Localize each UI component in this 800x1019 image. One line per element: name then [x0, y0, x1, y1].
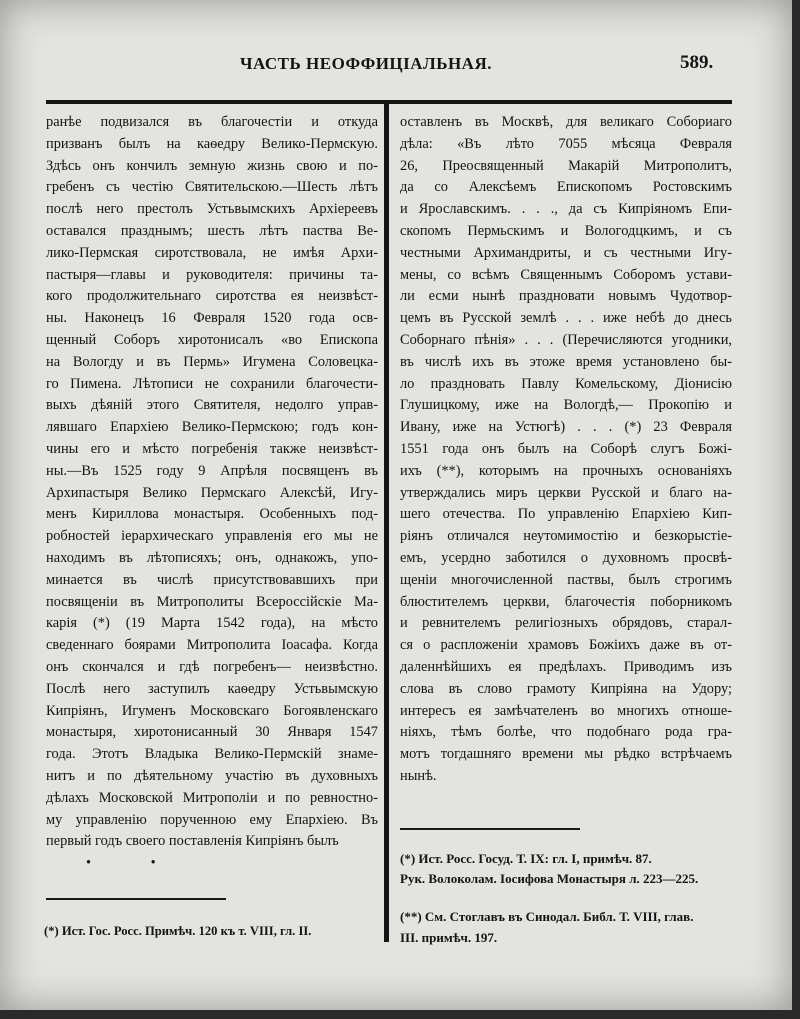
- right-column-text-line: Глушицкому, иже на Вологдѣ,— Прокопію и: [400, 397, 732, 414]
- left-footnote-rule: [46, 898, 226, 900]
- running-head: [0, 54, 792, 78]
- left-column-text-line: ны. Наконецъ 16 Февраля 1520 года осв-: [46, 310, 378, 327]
- right-column-text-line: и Ярославскимъ. . . ., да съ Кипріяномъ Епи-: [400, 201, 732, 218]
- right-column-text-line: мотъ тогдашняго времени мы рѣдко встрѣчаемъ: [400, 746, 732, 763]
- right-column-text-line: емъ, усердно заботился о духовномъ просвѣ-: [400, 549, 732, 566]
- right-column-text-line: ихъ (**), которымъ на прочныхъ основаніяхъ: [400, 462, 732, 479]
- left-column-text-line: Послѣ него заступилъ каѳедру Устьвымскую: [46, 680, 378, 697]
- left-column-text-line: гребенъ съ честію Святительскою.—Шесть лѣтъ: [46, 179, 378, 196]
- left-column-text-line: первый годъ своего поставленія Кипріянъ былъ: [46, 833, 339, 850]
- right-column-text-line: скопомъ Пермьскимъ и Вологодцкимъ, и съ: [400, 222, 732, 239]
- right-footnote-rule: [400, 828, 580, 830]
- right-column-text-line: Ивану, иже на Устюгѣ) . . . (*) 23 Февраля: [400, 419, 732, 436]
- left-column-text-line: ранѣе подвизался въ благочестіи и откуда: [46, 114, 378, 130]
- left-column-text-line: послѣ него престолъ Устьвымскихъ Архіереевъ: [46, 201, 378, 218]
- right-column-text-line: нынѣ.: [400, 767, 437, 784]
- left-column-text-line: лико-Пермская сиротствовала, не имѣя Архи-: [46, 244, 378, 261]
- left-column-text-line: выхъ дѣяній этого Святителя, недолго управ-: [46, 397, 378, 414]
- left-column-text-line: ны.—Въ 1525 году 9 Апрѣля посвященъ въ: [46, 462, 378, 479]
- page-number: 589.: [680, 52, 714, 73]
- right-column-text-line: ніяхъ, тѣмъ болѣе, что подобнаго рода гра-: [400, 724, 732, 741]
- right-footnote-2-line-2: III. примѣч. 197.: [400, 930, 498, 945]
- left-column-text-line: минается въ числѣ присутствовавшихъ при: [46, 571, 378, 588]
- right-column-text-line: щеніи многочисленной паствы, былъ строгимъ: [400, 571, 732, 588]
- left-column-text-line: находимъ въ лѣтописяхъ; онъ, однакожъ, упо-: [46, 549, 378, 566]
- column-divider: [384, 104, 389, 942]
- left-column-text-line: чины его и мѣсто погребенія также неизвѣст-: [46, 440, 378, 457]
- left-column-text-line: монастыря, хиротонисанный 30 Января 1547: [46, 724, 378, 741]
- right-column-text-line: слова въ слово грамоту Кипріяна на Удору;: [400, 680, 732, 697]
- ornament-dots: • •: [86, 855, 184, 872]
- right-column-text-line: шего отечества. По управленію Епархіею Кип-: [400, 506, 732, 523]
- right-column: [400, 112, 732, 788]
- right-column-text-line: цемъ въ Русской землѣ . . . иже небѣ до днесь: [400, 310, 732, 327]
- right-column-text-line: утверждались миръ церкви Русской и благо на-: [400, 484, 732, 501]
- left-column: [46, 112, 378, 875]
- left-column-text-line: дѣлахъ Московской Митрополіи и по ревностно-: [46, 789, 378, 806]
- right-column-text-line: ріянъ отличался неутомимостію и безкорыстіе-: [400, 528, 732, 545]
- left-column-text-line: посвященіи въ Митрополиты Всероссійскіе Ма-: [46, 593, 378, 610]
- right-column-text-line: ло праздновать Павлу Комельскому, Діонисію: [400, 375, 732, 392]
- right-column-text-line: оставленъ въ Москвѣ, для великаго Собориаго: [400, 114, 732, 130]
- right-column-text-line: даленнѣйшихъ ея предѣлахъ. Приводимъ изъ: [400, 658, 732, 675]
- left-column-text-line: Здѣсь онъ кончилъ земную жизнь свою и по-: [46, 157, 378, 174]
- left-column-text-line: щенный Соборъ хиротонисалъ «во Епископа: [46, 331, 378, 348]
- left-column-text-line: оставался празднымъ; шесть лѣтъ паства Ве-: [46, 222, 378, 239]
- left-column-text-line: онъ скончался и гдѣ погребенъ— неизвѣстно.: [46, 658, 378, 675]
- right-footnote-2-line-1: (**) См. Стоглавъ въ Синодал. Библ. Т. VIII, глав.: [400, 909, 694, 924]
- left-column-text-line: робностей іерархическаго управленія его мы не: [46, 528, 378, 545]
- right-column-text-line: 26, Преосвященный Макарій Митрополитъ,: [400, 157, 732, 174]
- section-title: ЧАСТЬ НЕОФФИЦІАЛЬНАЯ.: [240, 54, 492, 73]
- right-column-text-line: ся о распложеніи храмовъ Божіихъ даже въ от-: [400, 637, 732, 654]
- right-column-text-line: и ревнителемъ религіозныхъ обрядовъ, старал-: [400, 615, 732, 632]
- left-column-text-line: Архипастыря Велико Пермскаго Алексѣй, Игу-: [46, 484, 378, 501]
- right-column-text-line: дѣла: «Въ лѣто 7055 мѣсяца Февраля: [400, 135, 732, 152]
- left-column-text-line: года. Этотъ Владыка Велико-Пермскій знаме-: [46, 746, 378, 763]
- right-column-text-line: Соборнаго пѣнія» . . . (Перечисляются угодники,: [400, 331, 732, 348]
- right-column-text-line: блюстителемъ церкви, благочестія поборникомъ: [400, 593, 732, 610]
- left-column-text-line: лявшаго Епархіею Велико-Пермскою; годъ кон-: [46, 419, 378, 436]
- left-column-text-line: менъ Кириллова монастыря. Особенныхъ под-: [46, 506, 378, 523]
- left-column-text-line: карія (*) (19 Марта 1542 года), на мѣсто: [46, 615, 378, 632]
- right-column-text-line: интересъ ея замѣчателенъ во многихъ отноше-: [400, 702, 732, 719]
- left-column-text-line: на Вологду и въ Пермь» Игумена Соловецка-: [46, 353, 378, 370]
- left-column-text-line: сведеннаго боярами Митрополита Іоасафа. Когда: [46, 637, 378, 654]
- left-column-text-line: нитъ и по дѣятельному участію въ духовныхъ: [46, 767, 378, 784]
- left-column-text-line: Кипріянъ, Игуменъ Московскаго Богоявленскаго: [46, 702, 378, 719]
- right-footnote-1-line-2: Рук. Волоколам. Іосифова Монастыря л. 223—225.: [400, 871, 699, 886]
- right-column-text-line: да со Алексѣемъ Епископомъ Ростовскимъ: [400, 179, 732, 196]
- header-rule: [46, 100, 732, 104]
- right-footnote-1-line-1: (*) Ист. Росс. Госуд. Т. IX: гл. I, примѣч. 87.: [400, 851, 652, 866]
- left-column-text-line: го Пимена. Лѣтописи не сохранили благочести-: [46, 375, 378, 392]
- right-column-text-line: ли есми нынѣ праздновати новымъ Чудотвор-: [400, 288, 732, 305]
- right-column-text-line: 1551 года онъ былъ на Соборѣ слугъ Божі-: [400, 440, 732, 457]
- left-column-text-line: му управленію порученною ему Епархіею. Въ: [46, 811, 378, 828]
- left-column-text-line: кого продолжительнаго сиротства ея неизвѣст-: [46, 288, 378, 305]
- left-column-text-line: призванъ былъ на каѳедру Велико-Пермскую.: [46, 135, 378, 152]
- left-column-text-line: пастыря—главы и руководителя: причины та-: [46, 266, 378, 283]
- left-footnote: (*) Ист. Гос. Росс. Примѣч. 120 къ т. VIII, гл. II.: [44, 924, 312, 938]
- right-column-text-line: мены, со всѣмъ Священнымъ Соборомъ устави-: [400, 266, 732, 283]
- right-column-text-line: въ числѣ ихъ въ этоже время установлено бы-: [400, 353, 732, 370]
- right-column-text-line: честными Архимандриты, и съ честными Игу-: [400, 244, 732, 261]
